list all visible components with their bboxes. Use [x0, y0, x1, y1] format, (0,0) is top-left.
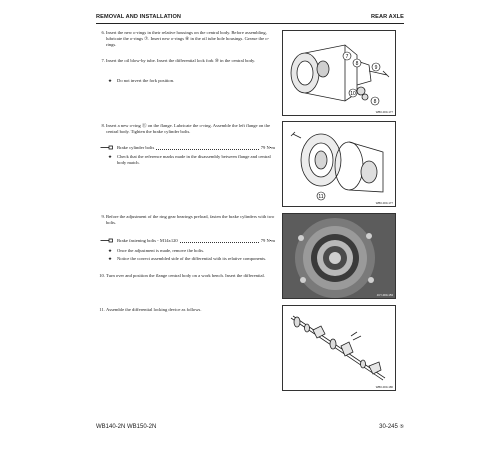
torque-wrench-icon: [100, 238, 113, 243]
revision-mark: ⑤: [399, 424, 404, 430]
note-7: [108, 78, 275, 84]
step-text: Assemble the differential locking device as follows.: [106, 307, 202, 312]
step-6: [101, 30, 276, 48]
figure-1: [282, 30, 396, 116]
spec-label: Brake cylinder bolts: [117, 145, 155, 150]
header-rule: [96, 23, 404, 24]
figure-3: [282, 213, 396, 299]
model-numbers: WB140-2N WB150-2N: [96, 424, 157, 430]
step-number: 9.: [101, 214, 105, 219]
star-icon: ★: [108, 154, 113, 159]
step-8: [101, 123, 276, 135]
note-text: Check that the reference marks made in the disassembly between flange and central body match.: [117, 154, 271, 165]
figure-code: WB0-000-177: [375, 110, 393, 114]
callout-10: 10: [350, 90, 356, 97]
callout-8b: 8: [373, 98, 377, 105]
star-icon: ★: [108, 256, 113, 261]
note-text: Do not invert the fork position.: [117, 78, 175, 83]
step-number: 10.: [99, 273, 105, 278]
star-icon: ★: [108, 78, 113, 83]
axle-housing-drawing: [283, 31, 395, 115]
differential-photo: [283, 214, 395, 298]
figure-code: JCY-000-153: [376, 293, 393, 297]
star-icon: ★: [108, 248, 113, 253]
step-text: Turn over and position the flange central body on a work bench. Insert the differential.: [106, 273, 265, 278]
step-11: [99, 307, 276, 313]
flange-assembly-drawing: [283, 122, 395, 206]
figure-code: WB0-000-186: [375, 385, 393, 389]
figure-4: [282, 305, 396, 391]
callout-7: 7: [345, 53, 349, 60]
note-9b: [108, 256, 275, 262]
figure-2: [282, 121, 396, 207]
step-number: 11.: [99, 307, 105, 312]
spec-label: Brake fastening bolts - M14x120: [117, 238, 178, 243]
step-10: [99, 273, 276, 279]
spec-8: [117, 145, 275, 151]
step-number: 6.: [101, 30, 105, 35]
callout-8: 8: [355, 60, 359, 67]
locking-device-drawing: [283, 306, 395, 390]
step-number: 8.: [101, 123, 105, 128]
section-title: REMOVAL AND INSTALLATION: [96, 14, 182, 20]
step-text: Insert the oil blow-by tube. Insert the differential lock fork ⑩ in the central body.: [106, 58, 256, 63]
spec-9: [117, 238, 275, 244]
chapter-title: REAR AXLE: [370, 14, 404, 20]
torque-wrench-icon: [100, 145, 113, 150]
step-text: Before the adjustment of the ring gear bearings preload, fasten the brake cylinders with two bolts.: [106, 214, 275, 225]
page-number: 30-245 ⑤: [379, 424, 404, 430]
note-9a: [108, 248, 275, 254]
spec-value: 79 N•m: [260, 145, 275, 150]
note-text: Once the adjustment is made, remove the bolts.: [117, 248, 205, 253]
step-9: [101, 214, 276, 226]
step-7: [101, 58, 276, 64]
callout-9: 9: [374, 64, 378, 71]
page-footer: [96, 424, 404, 434]
figure-code: WB0-000-177: [375, 201, 393, 205]
step-text: Insert a new o-ring ⑪ on the flange. Lubricate the o-ring. Assemble the left flange on the central body. Tighten the brake cylinder bolts.: [106, 123, 271, 134]
step-number: 7.: [101, 58, 105, 63]
step-text: Insert the new o-rings in their relative housings on the central body. Before assembling, lubricate the o-rings ⑦. Insert new o-rings ⑧ in the oil tube hole housings. Grease the o-rings.: [106, 30, 270, 47]
note-text: Notice the correct assembled side of the differential with its relative components.: [117, 256, 267, 261]
callout-11: 11: [318, 193, 324, 200]
note-8: [108, 154, 275, 166]
spec-value: 79 N•m: [260, 238, 275, 243]
